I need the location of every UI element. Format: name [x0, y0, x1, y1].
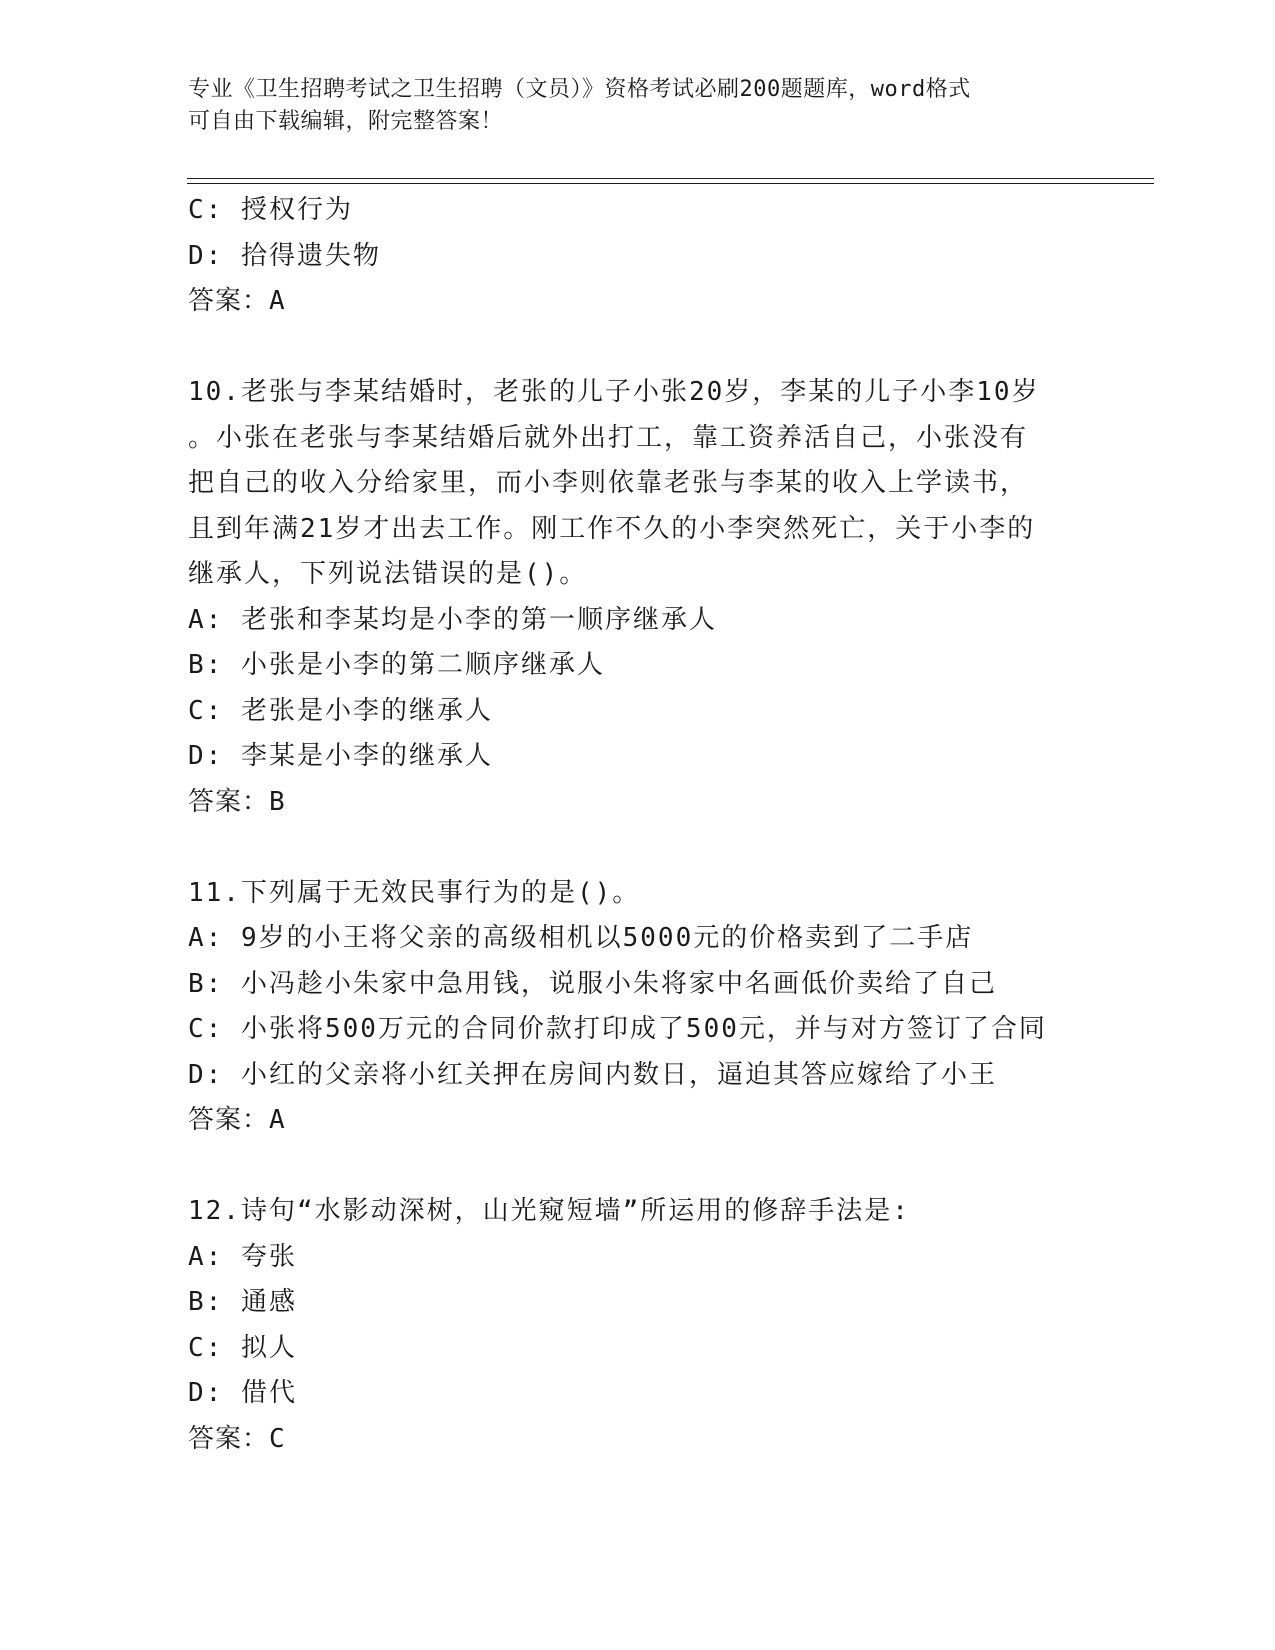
- spacer: [188, 825, 1118, 871]
- answer-line: [188, 1098, 1118, 1144]
- answer-label: 答案：: [188, 786, 270, 817]
- answer-label: 答案：: [188, 1105, 270, 1135]
- answer-label: 答案：: [188, 286, 270, 316]
- previous-question-tail: [188, 188, 1118, 325]
- option-b: B: 小冯趁小朱家中急用钱，说服小朱将家中名画低价卖给了自己: [188, 968, 997, 999]
- answer-label: 答案：: [188, 1423, 270, 1454]
- option-c: C: 拟人: [188, 1332, 297, 1363]
- option-d: D: 拾得遗失物: [188, 240, 381, 271]
- question-stem-line: 12.诗句“水影动深树，山光窥短墙”所运用的修辞手法是:: [188, 1196, 910, 1226]
- header-line-1: 专业《卫生招聘考试之卫生招聘（文员）》资格考试必刷200题题库，word格式: [188, 77, 971, 102]
- answer-line: [188, 279, 1118, 325]
- header-divider-top: [187, 178, 1154, 179]
- header-divider-bottom: [187, 183, 1154, 184]
- question-stem-line: 。小张在老张与李某结婚后就外出打工，靠工资养活自己，小张没有: [188, 422, 1029, 453]
- document-header: [188, 74, 1088, 138]
- question-10: [188, 370, 1118, 825]
- question-stem-line: 11.下列属于无效民事行为的是()。: [188, 877, 641, 908]
- question-12: [188, 1189, 1118, 1462]
- option-b: B: 小张是小李的第二顺序继承人: [188, 650, 605, 680]
- header-line-2: 可自由下载编辑，附完整答案！: [188, 109, 504, 134]
- option-a: A: 老张和李某均是小李的第一顺序继承人: [188, 604, 717, 635]
- option-c: C: 授权行为: [188, 195, 353, 225]
- question-stem-line: 把自己的收入分给家里，而小李则依靠老张与李某的收入上学读书，: [188, 468, 1029, 498]
- spacer: [188, 325, 1118, 371]
- answer-value: A: [269, 286, 285, 316]
- answer-value: C: [269, 1423, 285, 1454]
- option-c: C: 老张是小李的继承人: [188, 695, 493, 726]
- answer-value: A: [269, 1105, 285, 1135]
- answer-line: [188, 780, 1118, 826]
- option-a: A: 9岁的小王将父亲的高级相机以5000元的价格卖到了二手店: [188, 923, 974, 953]
- answer-line: [188, 1417, 1118, 1463]
- option-b: B: 通感: [188, 1287, 297, 1317]
- spacer: [188, 1144, 1118, 1190]
- document-body: [188, 188, 1118, 1462]
- option-c: C: 小张将500万元的合同价款打印成了500元，并与对方签订了合同: [188, 1014, 1047, 1044]
- option-a: A: 夸张: [188, 1241, 297, 1272]
- question-stem-line: 10.老张与李某结婚时，老张的儿子小张20岁，李某的儿子小李10岁: [188, 377, 1040, 407]
- answer-value: B: [269, 786, 285, 817]
- question-stem-line: 且到年满21岁才出去工作。刚工作不久的小李突然死亡，关于小李的: [188, 513, 1036, 544]
- question-11: [188, 871, 1118, 1144]
- question-stem-line: 继承人，下列说法错误的是()。: [188, 559, 588, 589]
- option-d: D: 小红的父亲将小红关押在房间内数日，逼迫其答应嫁给了小王: [188, 1059, 997, 1090]
- option-d: D: 借代: [188, 1378, 297, 1408]
- option-d: D: 李某是小李的继承人: [188, 741, 493, 771]
